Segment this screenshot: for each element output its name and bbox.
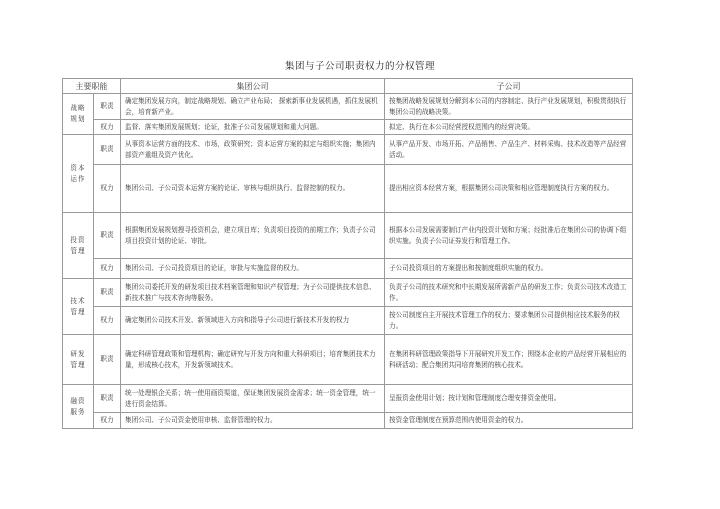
row-type: 职责 (94, 213, 121, 259)
category-cell: 资本运作 (63, 135, 94, 213)
subsidiary-cell: 子公司投资项目的方案提出和按制度组织实施的权力。 (385, 259, 633, 279)
category-cell: 投资管理 (63, 213, 94, 279)
table-row (63, 385, 633, 413)
table-header-row (63, 79, 633, 94)
subsidiary-cell: 呈报资金使用计划；按计划和管理制度合理安排资金使用。 (385, 385, 633, 413)
table-row (63, 413, 633, 429)
group-cell: 确定科研管理政策和管理机构；确定研究与开发方向和重大科研项目；培育集团技术力量，形成核心技术，开发新领域技术。 (121, 335, 385, 385)
row-type: 职责 (94, 135, 121, 165)
header-main-function: 主要职能 (63, 79, 121, 94)
table-row (63, 279, 633, 307)
table-row (63, 135, 633, 165)
subsidiary-cell: 负责子公司的技术研究和中长期发展所需新产品的研发工作；负责公司技术改造工作。 (385, 279, 633, 307)
row-type: 职责 (94, 335, 121, 385)
row-type: 权力 (94, 307, 121, 335)
group-cell: 确定集团公司技术开发、新领域进入方向和指导子公司进行新技术开发的权力 (121, 307, 385, 335)
row-type: 权力 (94, 259, 121, 279)
row-type: 职责 (94, 279, 121, 307)
group-cell: 集团公司、子公司资本运营方案的论证、审核与组织执行、监督控制的权力。 (121, 165, 385, 213)
table-row (63, 259, 633, 279)
group-cell: 根据集团发展规划搜寻投资机会，建立项目库；负责项目投资的前期工作；负责子公司项目投资计划的论证、审批。 (121, 213, 385, 259)
subsidiary-cell: 按公司制度自主开展技术管理工作的权力；要求集团公司提供相应技术服务的权力。 (385, 307, 633, 335)
header-subsidiary: 子公司 (385, 79, 633, 94)
subsidiary-cell: 提出相应资本经营方案，根据集团公司决策和相应管理制度执行方案的权力。 (385, 165, 633, 213)
table-row (63, 120, 633, 135)
row-type: 职责 (94, 94, 121, 120)
subsidiary-cell: 从事产品开发、市场开拓、产品销售、产品生产、材料采购、技术改造等产品经营活动。 (385, 135, 633, 165)
group-cell: 集团公司、子公司投资项目的论证，审批与实施监督的权力。 (121, 259, 385, 279)
group-cell: 集团公司委托开发的研发项目技术档案管理和知识产权管理；为子公司提供技术信息、新技术推广与技术咨询等服务。 (121, 279, 385, 307)
header-group-company: 集团公司 (121, 79, 385, 94)
table-row (63, 213, 633, 259)
subsidiary-cell: 按资金管理制度在预算范围内使用资金的权力。 (385, 413, 633, 429)
category-cell: 研发管理 (63, 335, 94, 385)
subsidiary-cell: 拟定、执行在本公司经营授权范围内的经营决策。 (385, 120, 633, 135)
table-row (63, 335, 633, 385)
row-type: 权力 (94, 413, 121, 429)
table-row (63, 165, 633, 213)
page-title: 集团与子公司职责权力的分权管理 (284, 61, 435, 72)
subsidiary-cell: 在集团科研管理政策指导下开展研究开发工作；围绕本企业的产品经营开展相应的科研活动；配合集团共同培育集团的核心技术。 (385, 335, 633, 385)
row-type: 职责 (94, 385, 121, 413)
category-cell: 技术管理 (63, 279, 94, 335)
table-row (63, 94, 633, 120)
table-row (63, 307, 633, 335)
authority-table (62, 78, 633, 429)
group-cell: 集团公司、子公司资金使用审核、监督管理的权力。 (121, 413, 385, 429)
group-cell: 确定集团发展方向，制定战略规划、确立产业布局； 探索新事业发展机遇，抓住发展机会，培育新产业。 (121, 94, 385, 120)
group-cell: 监督、落实集团发展规划；论证，批准子公司发展规划和重大问题。 (121, 120, 385, 135)
category-cell: 融资服务 (63, 385, 94, 429)
row-type: 权力 (94, 165, 121, 213)
row-type: 权力 (94, 120, 121, 135)
group-cell: 从事资本运营方面的技术、市场，政策研究；资本运营方案的拟定与组织实施；集团内部资产重组及资产优化。 (121, 135, 385, 165)
category-cell: 战略规划 (63, 94, 94, 135)
subsidiary-cell: 根据本公司发展需要制订产业内投资计划和方案；经批准后在集团公司的协调下组织实施。负责子公司证券发行和管理工作。 (385, 213, 633, 259)
group-cell: 统一处理银企关系；统一使用画资渠道，保证集团发展资金需求；统一资金管理，统一进行资金结算。 (121, 385, 385, 413)
subsidiary-cell: 按集团战略发展规划分解到本公司的内容制定、执行产业发展规划，积极贯彻执行集团公司的战略决策。 (385, 94, 633, 120)
